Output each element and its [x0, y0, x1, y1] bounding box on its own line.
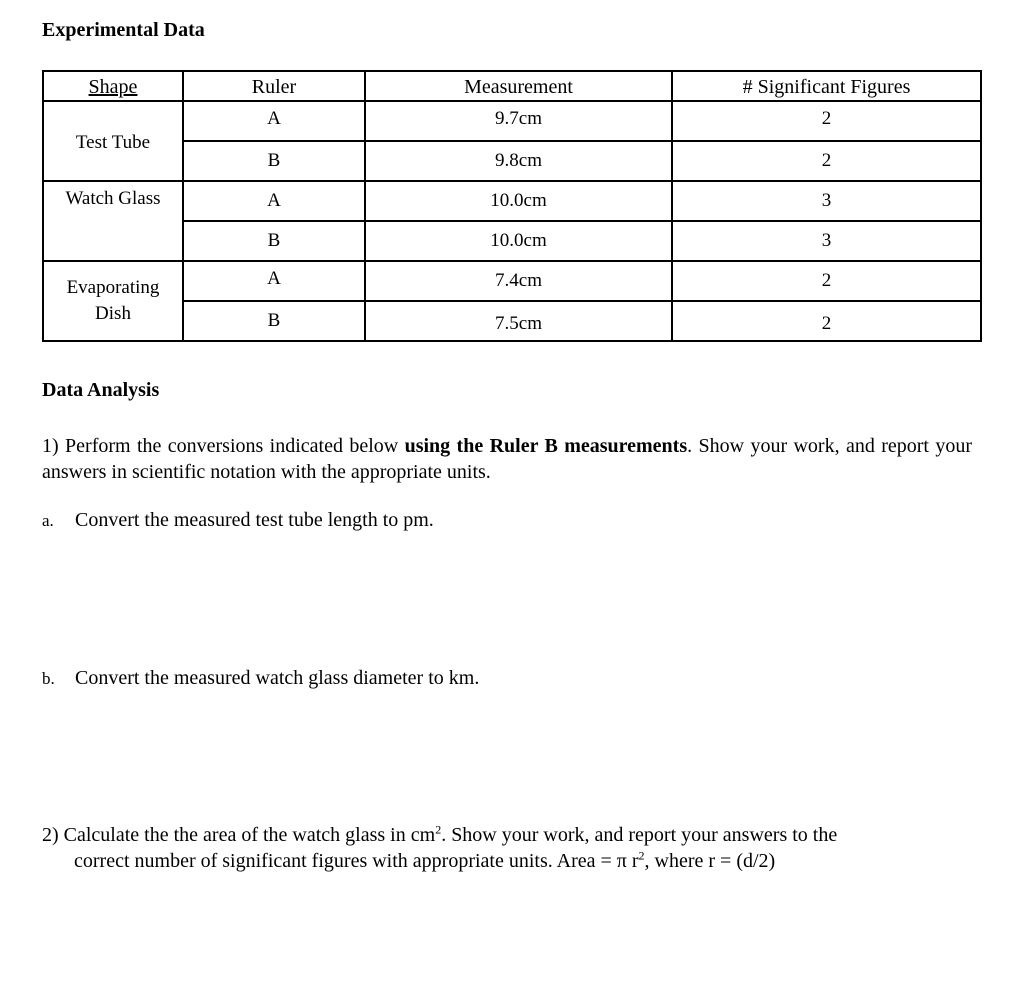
question-1a: [42, 507, 434, 534]
table-header-row: [43, 71, 981, 101]
question-2: [42, 822, 972, 874]
header-shape: Shape: [43, 71, 183, 101]
ruler-cell: A: [183, 261, 365, 301]
question-1a-text: Convert the measured test tube length to pm.: [75, 509, 434, 531]
table-row: [43, 221, 981, 261]
table-row: [43, 181, 981, 221]
question-2-line1-prefix: 2) Calculate the the area of the watch glass in cm: [42, 824, 436, 846]
measurement-cell: 7.5cm: [365, 301, 672, 341]
section-heading-data-analysis: Data Analysis: [42, 379, 160, 401]
question-1-prefix: 1) Perform the conversions indicated below: [42, 435, 405, 457]
question-1-suffix: . Show your work, and report your answers in scientific notation with the appropriate units.: [42, 435, 972, 483]
question-2-exponent-r: 2: [638, 848, 645, 863]
header-ruler: Ruler: [183, 71, 365, 101]
table-row: [43, 301, 981, 341]
question-2-line2: [42, 848, 972, 874]
experimental-data-table: [42, 70, 982, 342]
question-1-emphasis: using the Ruler B measurements: [404, 435, 688, 457]
header-significant-figures: # Significant Figures: [672, 71, 981, 101]
question-1: [42, 433, 972, 485]
sig-figs-cell: 2: [672, 101, 981, 141]
ruler-cell: B: [183, 221, 365, 261]
shape-cell-evaporating-dish: Evaporating Dish: [43, 261, 183, 341]
question-2-line1-suffix: . Show your work, and report your answers to the: [441, 824, 838, 846]
table-row: [43, 101, 981, 141]
ruler-cell: B: [183, 141, 365, 181]
measurement-cell: 7.4cm: [365, 261, 672, 301]
measurement-cell: 9.7cm: [365, 101, 672, 141]
table-row: [43, 261, 981, 301]
sig-figs-cell: 3: [672, 181, 981, 221]
section-heading-experimental-data: Experimental Data: [42, 19, 205, 41]
header-measurement: Measurement: [365, 71, 672, 101]
sig-figs-cell: 2: [672, 141, 981, 181]
shape-cell-test-tube: Test Tube: [43, 101, 183, 181]
sig-figs-cell: 3: [672, 221, 981, 261]
shape-cell-watch-glass: Watch Glass: [43, 181, 183, 261]
measurement-cell: 9.8cm: [365, 141, 672, 181]
sig-figs-cell: 2: [672, 261, 981, 301]
measurement-cell: 10.0cm: [365, 181, 672, 221]
ruler-cell: A: [183, 101, 365, 141]
table-row: [43, 141, 981, 181]
measurement-cell: 10.0cm: [365, 221, 672, 261]
question-1b: [42, 665, 479, 692]
ruler-cell: B: [183, 301, 365, 341]
ruler-cell: A: [183, 181, 365, 221]
question-2-line2-suffix: , where r = (d/2): [644, 850, 776, 872]
question-2-exponent: 2: [435, 822, 442, 837]
question-1b-text: Convert the measured watch glass diameter to km.: [75, 667, 480, 689]
question-2-line2-prefix: correct number of significant figures with appropriate units. Area = π r: [74, 850, 639, 872]
question-1a-marker: a.: [42, 511, 54, 530]
sig-figs-cell: 2: [672, 301, 981, 341]
question-1b-marker: b.: [42, 669, 55, 688]
